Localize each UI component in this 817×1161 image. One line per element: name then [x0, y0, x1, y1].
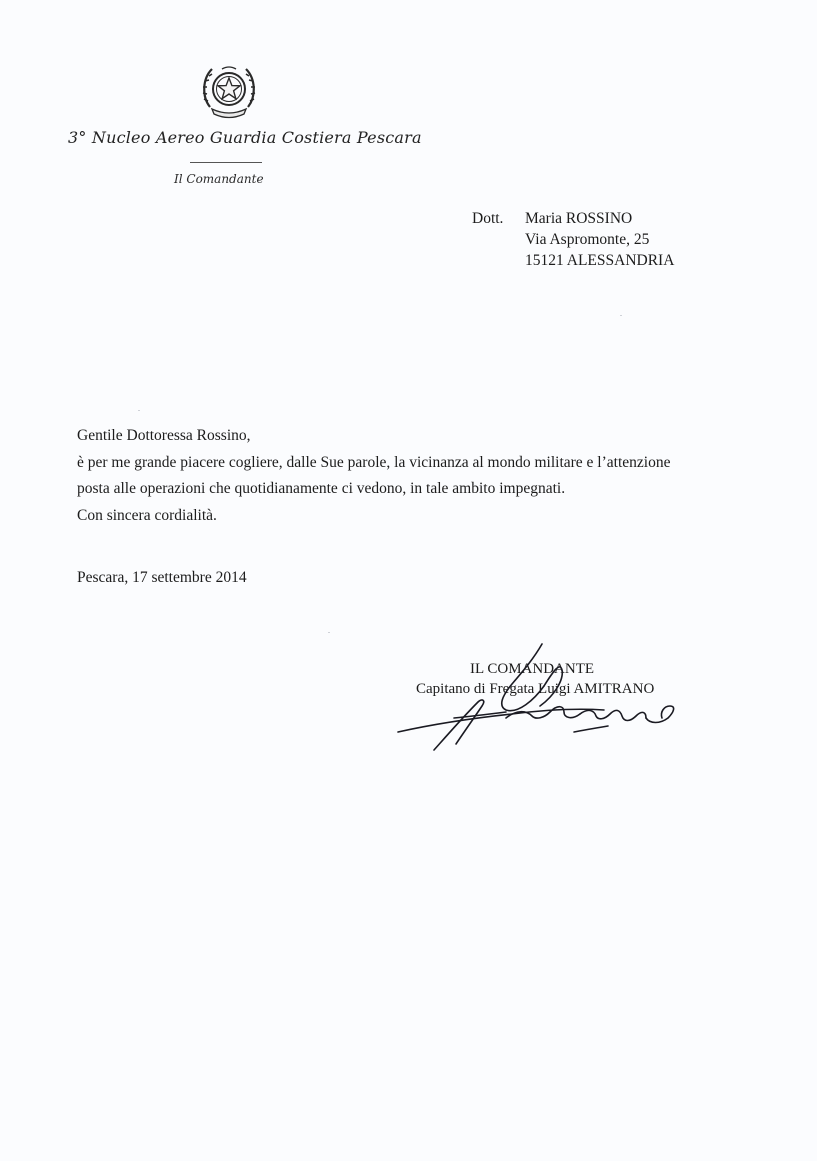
- letter-paragraph-line-1: è per me grande piacere cogliere, dalle Sue parole, la vicinanza al mondo militare e l’attenzione: [77, 453, 671, 471]
- commander-title: Il Comandante: [174, 172, 264, 186]
- italian-republic-emblem-icon: [200, 57, 258, 121]
- handwritten-signature-icon: [394, 640, 694, 760]
- letter-paragraph-line-2: posta alle operazioni che quotidianamente ci vedono, in tale ambito impegnati.: [77, 480, 566, 497]
- unit-name-heading: 3° Nucleo Aereo Guardia Costiera Pescara: [68, 128, 422, 147]
- letter-closing: Con sincera cordialità.: [77, 506, 217, 524]
- recipient-name: Maria ROSSINO: [525, 210, 633, 227]
- paper-speck: [620, 315, 622, 316]
- paper-speck: [138, 410, 140, 411]
- recipient-salutation: Dott.: [472, 210, 504, 227]
- paper-speck: [328, 632, 330, 633]
- signatory-title: IL COMANDANTE: [470, 661, 595, 677]
- recipient-lines: [525, 208, 674, 271]
- header-divider: [190, 162, 262, 163]
- recipient-city: 15121 ALESSANDRIA: [525, 252, 675, 269]
- letter-body: [77, 423, 757, 529]
- place-date: Pescara, 17 settembre 2014: [77, 569, 247, 586]
- signatory-name: Capitano di Fregata Luigi AMITRANO: [416, 681, 655, 697]
- signature-block: [416, 659, 716, 699]
- letter-greeting: Gentile Dottoressa Rossino,: [77, 427, 251, 444]
- recipient-street: Via Aspromonte, 25: [525, 231, 650, 248]
